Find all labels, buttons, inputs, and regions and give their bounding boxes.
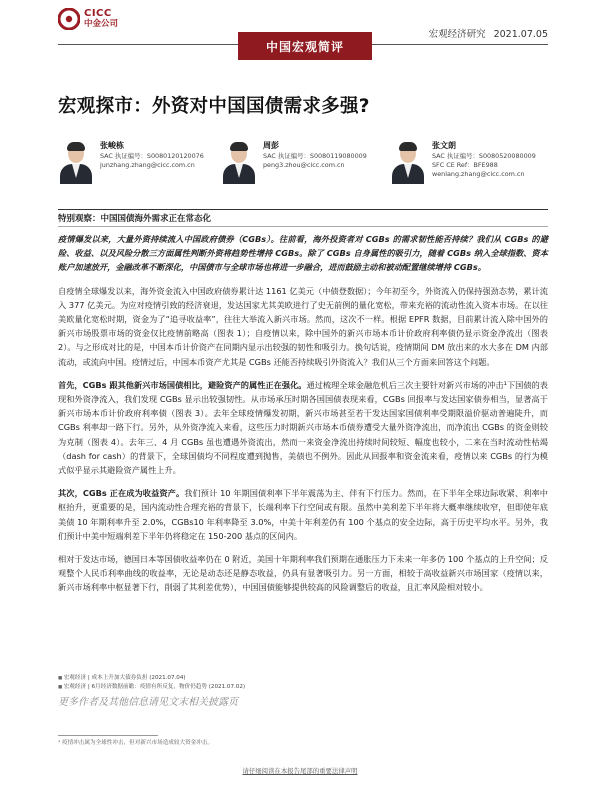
avatar [58, 140, 94, 184]
legal-disclaimer-link[interactable]: 请仔细阅读在本报告尾部的重要法律声明 [242, 767, 358, 775]
body-paragraph: 相对于发达市场，德国日本等国债收益率仍在 0 附近，美国十年期利率我们预期在通胀压力下未来一年多仍 100 个基点的上升空间；反观整个人民币利率曲线的收益率，无论是动态还是静态收益，仍具有显著吸引力。另一方面，相较于高收益新兴市场国家（疫情以来，新兴市场利率中枢显著下行，削弱了其利差优势），中国国债能够提供较高的风险调整后的收益，且汇率风险相对较小。 [58, 554, 548, 593]
paragraph-lead-sentence: 其次，CGBs 正在成为收益资产。 [58, 488, 185, 499]
report-body [58, 232, 548, 604]
logo-cn-text: 中金公司 [84, 19, 119, 30]
paragraph-lead-sentence: 首先，CGBs 跟其他新兴市场国债相比，避险资产的属性正在强化。 [58, 379, 307, 390]
logo-en-text: CICC [84, 8, 112, 20]
body-paragraph: 自疫情全球爆发以来，海外资金流入中国政府债券累计达 1161 亿美元（中债登数据）；今年初至今，外资流入仍保持强劲态势，累计流入 377 亿美元。为应对疫情引致的经济衰退，发达国家尤其美欧进行了史无前例的量化宽松，带来充裕的流动性流入资本市场。在以往美欧量化宽松时期，资金为了“追寻收益率”，往往大举流入新兴市场。然而，这次不一样。根据 EPFR 数据，目前累计流入除中国外的新兴市场股票市场的资金仅比疫情前略高（图表 1）；自疫情以来，除中国外的新兴市场本币计价政府利率债仍显示资金净流出（图表 2）。与之形成对比的是，中国本币计价资产在同期内显示出较强的韧性和吸引力。换句话说，疫情期间 DM 放出来的水大多在 DM 内部流动，或流向中国。疫情过后，中国本币资产尤其是 CGBs 还能否持续吸引外资流入？我们从三个方面来回答这个问题。 [58, 285, 548, 367]
paragraph-text: 通过梳理全球金融危机后三次主要针对新兴市场的冲击¹下国债的表现和外资净流入，我们发现 CGBs 显示出较强韧性。从市场承压时期各国国债表现来看，CGBs 回报率与发达国家债券相当，显著高于新兴市场本币计价政府利率债（图表 3）。去年全球疫情爆发初期，新兴市场甚至若干发达国家国债利率受期限溢价驱动普遍陡升，而 CGBs 利率却一路下行。另外，从外资净流入来看，这些压力时期新兴市场本币债券遭受大量外资净流出，而净流出 CGBs 的资金则较为克制（图表 4）。去年三、4 月 CGBs 虽也遭遇外资流出，然而一来资金净流出持续时间较短、幅度也较小，二来在当时流动性枯竭（dash for cash）的背景下，全球国债均不同程度遭到抛售，美债也不例外。因此从回报率和资金流来看，疫情以来 CGBs 的行为模式似乎显示其避险资产属性上升。 [58, 379, 548, 476]
related-report-link[interactable]: ■ 宏观经济 | 成本上升加大债券负担 (2021.07.04) [58, 674, 245, 683]
author-card [58, 140, 204, 184]
lead-paragraph: 疫情爆发以来，大量外资持续流入中国政府债券（CGBs）。往前看，海外投资者对 CGBs 的需求韧性能否持续？我们从 CGBs 的避险、收益、以及风险分散三方面属性判断外资将趋势性增持 CGBs。除了 CGBs 自身属性的吸引力，随着 CGBs 纳入全球指数、资本账户加速放开，金融改革不断深化，中国债市与全球市场也将进一步融合，进而鼓励主动和被动配置继续增持 CGBs。 [58, 234, 548, 273]
author-sac: SAC 执证编号：S0080119080009 [263, 152, 367, 160]
body-paragraph [58, 486, 548, 543]
report-category-banner: 中国宏观简评 [238, 32, 372, 60]
avatar [221, 140, 257, 184]
author-name: 张文朗 [432, 141, 456, 150]
more-authors-link[interactable]: 更多作者及其他信息请见文末相关披露页 [58, 697, 238, 708]
author-name: 张峻栋 [100, 141, 124, 150]
report-meta [429, 26, 548, 40]
author-sac: SAC 执证编号：S0080120120076 [100, 152, 204, 160]
author-sfc-ce: SFC CE Ref：BFE988 [432, 161, 498, 169]
related-reports [58, 674, 245, 692]
author-sac: SAC 执证编号：S0080520080009 [432, 152, 536, 160]
section-heading: 特别观察：中国国债海外需求正在常态化 [58, 209, 548, 227]
author-card [390, 140, 536, 184]
author-email[interactable]: junzhang.zhang@cicc.com.cn [100, 161, 195, 169]
footnote-divider [58, 735, 158, 736]
author-email[interactable]: wenlang.zhang@cicc.com.cn [432, 170, 525, 178]
author-list [58, 140, 560, 192]
cicc-logo [58, 8, 118, 30]
author-name: 周彭 [263, 141, 279, 150]
author-email[interactable]: peng3.zhou@cicc.com.cn [263, 161, 345, 169]
paragraph-text: 我们预计 10 年期国债利率下半年震荡为主、伴有下行压力。然而，在下半年全球边际收紧、利率中枢抬升，更重要的是，国内流动性合理充裕的背景下，长端利率下行空间或有限。虽然中美利差下半年将大概率继续收窄，但即使年底美债 10 年期利率升至 2.0%，CGBs10 年利率降至 3.0%，中美十年利差仍有 100 个基点的安全边际，高于历史平均水平。另外，我们预计中美中短端利差下半年仍将稳定在 150-200 基点的区间内。 [58, 488, 548, 541]
page-title: 宏观探市：外资对中国国债需求多强? [58, 96, 370, 117]
avatar [390, 140, 426, 184]
author-card [221, 140, 367, 184]
report-type: 宏观经济研究 [428, 29, 486, 40]
footnote: ¹ 疫情冲击属为全球性冲击，但对新兴市场造成较大资金冲击。 [58, 740, 214, 746]
related-report-link[interactable]: ■ 宏观经济 | 6月经济数据前瞻：疫情有所反复，物价仍趋势 (2021.07.02) [58, 683, 245, 692]
report-date: 2021.07.05 [493, 29, 548, 40]
body-paragraph [58, 378, 548, 477]
cicc-logo-icon [58, 8, 80, 30]
